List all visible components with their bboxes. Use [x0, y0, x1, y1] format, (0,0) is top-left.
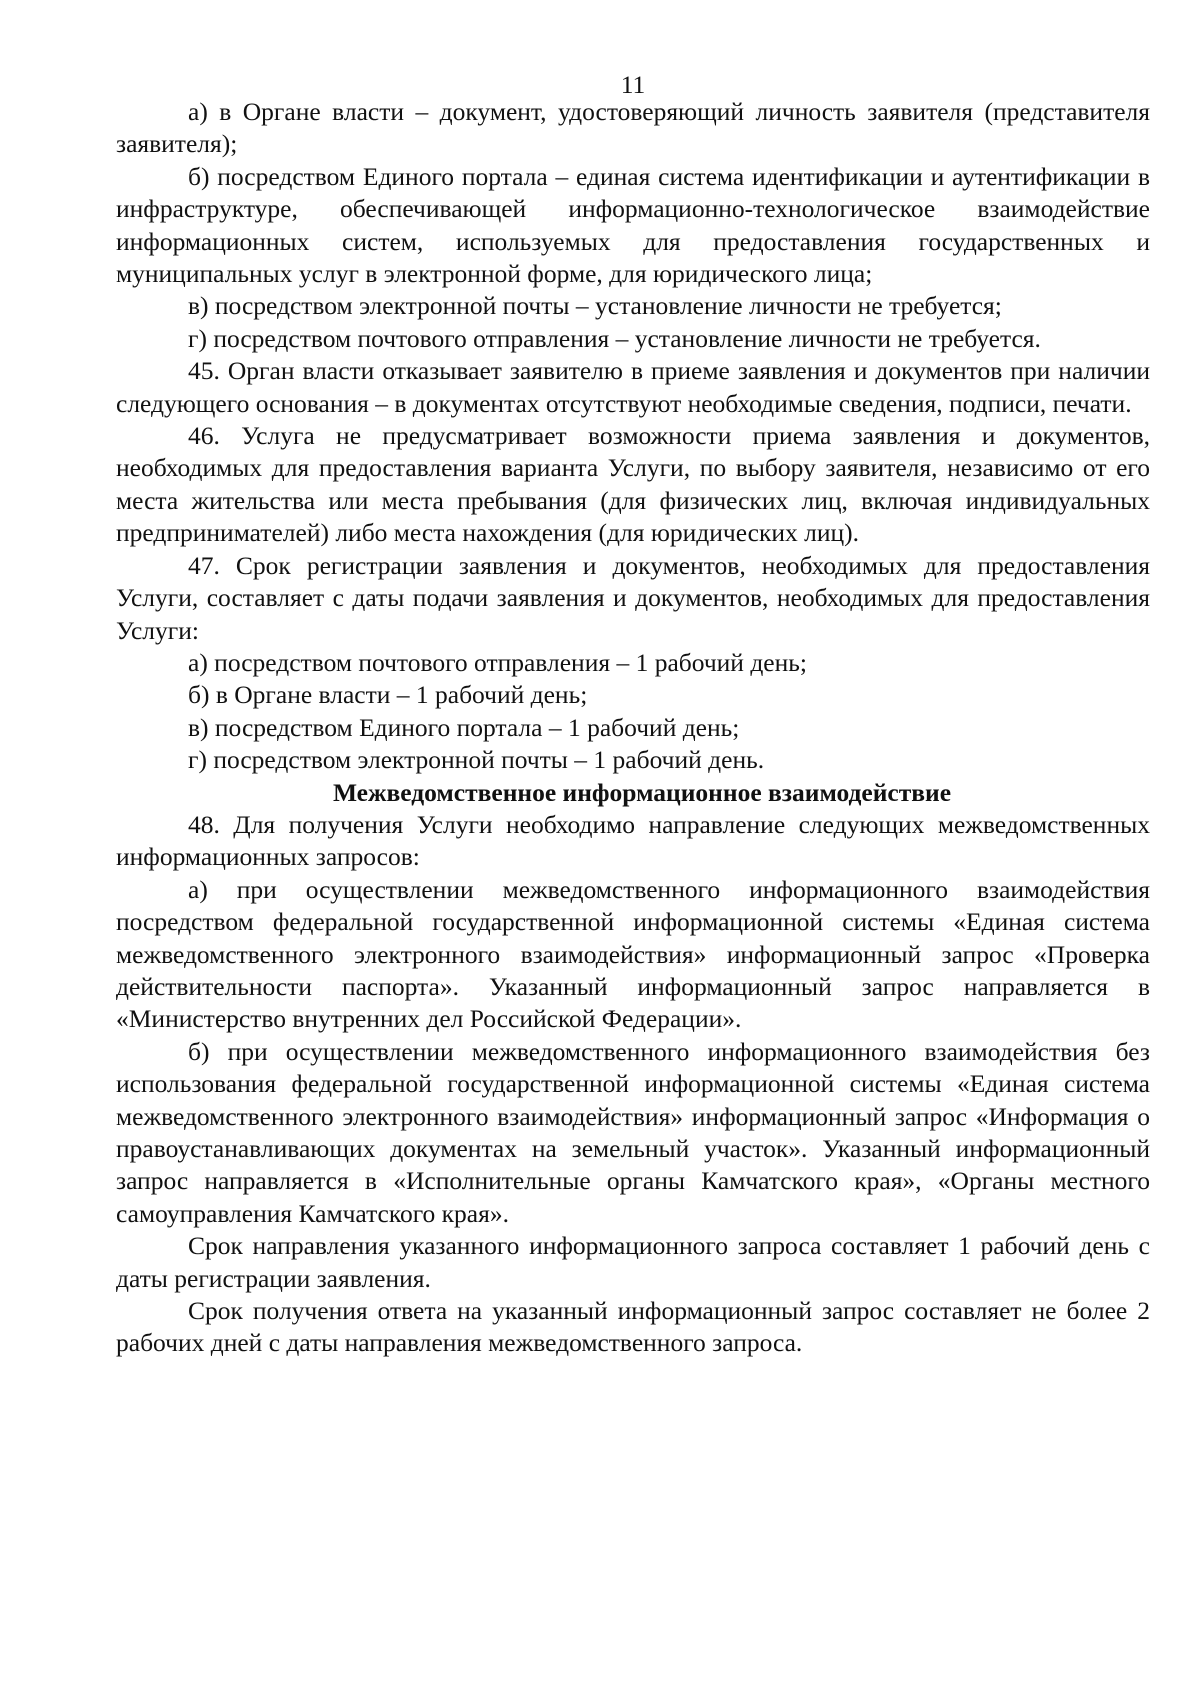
paragraph: г) посредством почтового отправления – установление личности не требуется. — [188, 323, 1041, 353]
page-number: 11 — [620, 70, 646, 99]
paragraph: в) посредством электронной почты – установление личности не требуется; — [188, 291, 1002, 321]
paragraph: б) при осуществлении межведомственного информационного взаимодействия без использования федеральной государственной информационной системы «Единая система межведомственного электронного взаимодействия» информационный запрос «Информация о правоустанавливающих документах на земельный участок». Указанный информационный запрос направляется в «Исполнительные органы Камчатского края», «Органы местного самоуправления Камчатского края». — [116, 1036, 1150, 1228]
paragraph: 48. Для получения Услуги необходимо направление следующих межведомственных информационных запросов: — [116, 809, 1150, 872]
paragraph: 45. Орган власти отказывает заявителю в приеме заявления и документов при наличии следующего основания – в документах отсутствуют необходимые сведения, подписи, печати. — [116, 356, 1150, 418]
paragraph: б) посредством Единого портала – единая система идентификации и аутентификации в инфраструктуре, обеспечивающей информационно-технологическое взаимодействие информационных систем, используемых для предоставления государственных и муниципальных услуг в электронной форме, для юридического лица; — [116, 161, 1150, 289]
paragraph: а) при осуществлении межведомственного информационного взаимодействия посредством федеральной государственной информационной системы «Единая система межведомственного электронного взаимодействия» информационный запрос «Проверка действительности паспорта». Указанный информационный запрос направляется в «Министерство внутренних дел Российской Федерации». — [116, 874, 1150, 1034]
paragraph: г) посредством электронной почты – 1 рабочий день. — [188, 745, 765, 775]
section-heading: Межведомственное информационное взаимодействие — [332, 777, 952, 807]
paragraph: Срок направления указанного информационного запроса составляет 1 рабочий день с даты регистрации заявления. — [116, 1231, 1150, 1293]
paragraph: а) посредством почтового отправления – 1 рабочий день; — [188, 647, 807, 677]
paragraph: 46. Услуга не предусматривает возможности приема заявления и документов, необходимых для предоставления варианта Услуги, по выбору заявителя, независимо от его места жительства или места пребывания (для физических лиц, включая индивидуальных предпринимателей) либо места нахождения (для юридических лиц). — [116, 421, 1150, 548]
paragraph: Срок получения ответа на указанный информационный запрос составляет не более 2 рабочих дней с даты направления межведомственного запроса. — [116, 1296, 1150, 1358]
paragraph: 47. Срок регистрации заявления и документов, необходимых для предоставления Услуги, составляет с даты подачи заявления и документов, необходимых для предоставления Услуги: — [116, 550, 1150, 645]
paragraph: б) в Органе власти – 1 рабочий день; — [188, 680, 588, 710]
paragraph: а) в Органе власти – документ, удостоверяющий личность заявителя (представителя заявителя); — [116, 97, 1150, 159]
paragraph: в) посредством Единого портала – 1 рабочий день; — [188, 712, 740, 742]
